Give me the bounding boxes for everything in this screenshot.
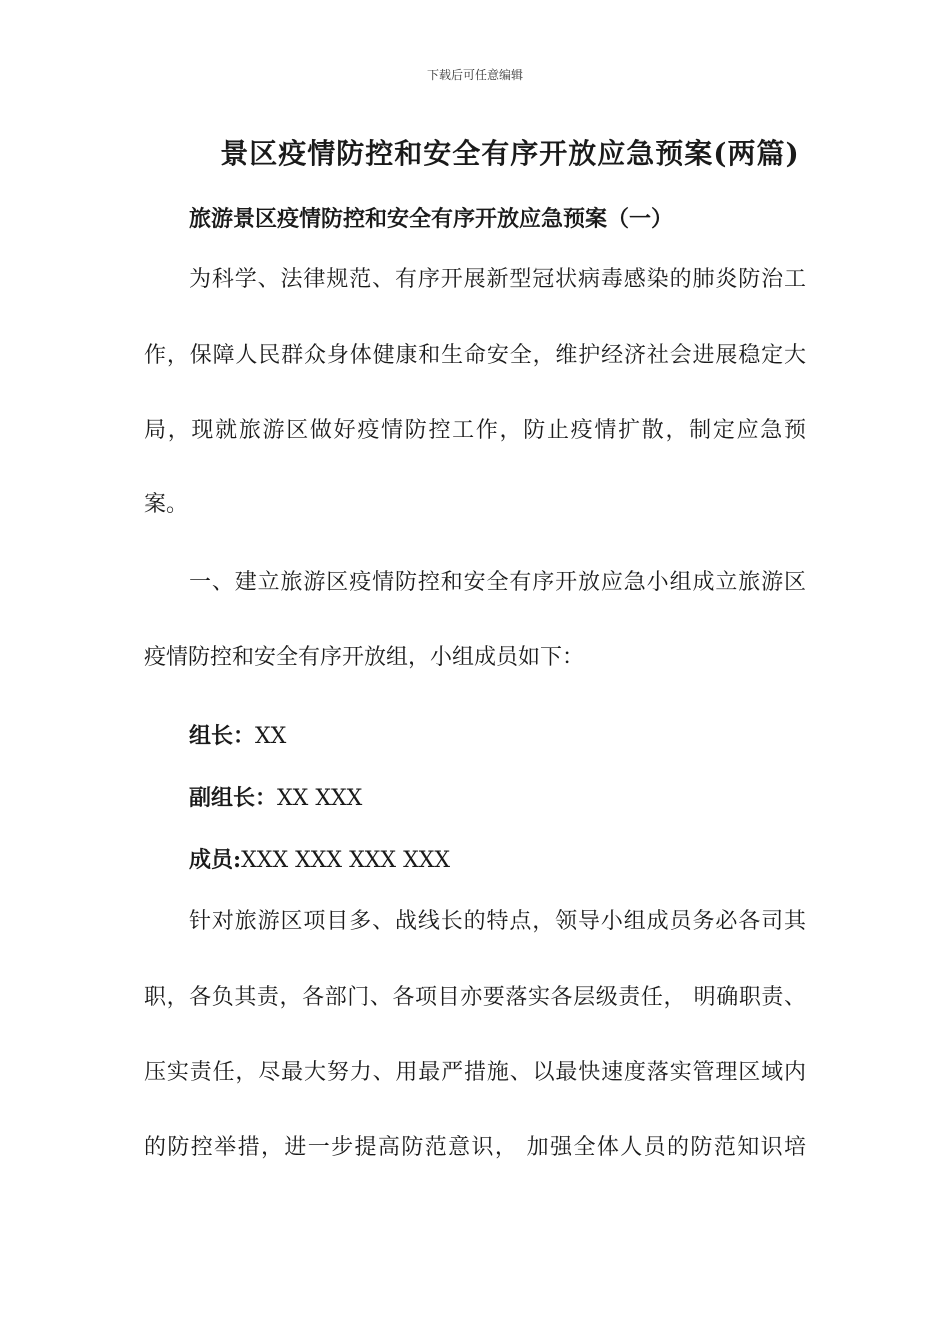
intro-line-3: 局，现就旅游区做好疫情防控工作，防止疫情扩散，制定应急预 xyxy=(144,418,806,443)
section1-line-2: 疫情防控和安全有序开放组，小组成员如下： xyxy=(144,645,585,670)
document-title: 景区疫情防控和安全有序开放应急预案(两篇) xyxy=(220,137,800,170)
team-members-value: XXX XXX XXX XXX xyxy=(241,848,451,873)
intro-line-1: 为科学、法律规范、有序开展新型冠状病毒感染的肺炎防治工 xyxy=(189,267,806,292)
team-leader xyxy=(189,721,286,752)
team-members-label: 成员: xyxy=(189,847,242,873)
team-members xyxy=(189,845,450,876)
team-leader-value: XX xyxy=(255,724,287,749)
intro-line-2: 作，保障人民群众身体健康和生命安全，维护经济社会进展稳定大 xyxy=(144,343,806,368)
duty-line-2: 职，各负其责，各部门、各项目亦要落实各层级责任， 明确职责、 xyxy=(144,985,806,1010)
intro-line-4: 案。 xyxy=(144,492,189,517)
duty-line-1: 针对旅游区项目多、战线长的特点，领导小组成员务必各司其 xyxy=(189,909,806,934)
team-deputy-value: XX XXX xyxy=(277,786,363,811)
section1-line-1: 一、建立旅游区疫情防控和安全有序开放应急小组成立旅游区 xyxy=(189,570,806,595)
team-deputy-label: 副组长： xyxy=(189,785,278,811)
duty-line-4: 的防控举措，进一步提高防范意识， 加强全体人员的防范知识培 xyxy=(144,1135,806,1160)
team-leader-label: 组长： xyxy=(189,723,256,749)
header-note: 下载后可任意编辑 xyxy=(426,68,523,82)
document-subtitle: 旅游景区疫情防控和安全有序开放应急预案（一） xyxy=(189,206,674,232)
team-deputy xyxy=(189,783,362,814)
duty-line-3: 压实责任，尽最大努力、用最严措施、以最快速度落实管理区域内 xyxy=(144,1060,806,1085)
